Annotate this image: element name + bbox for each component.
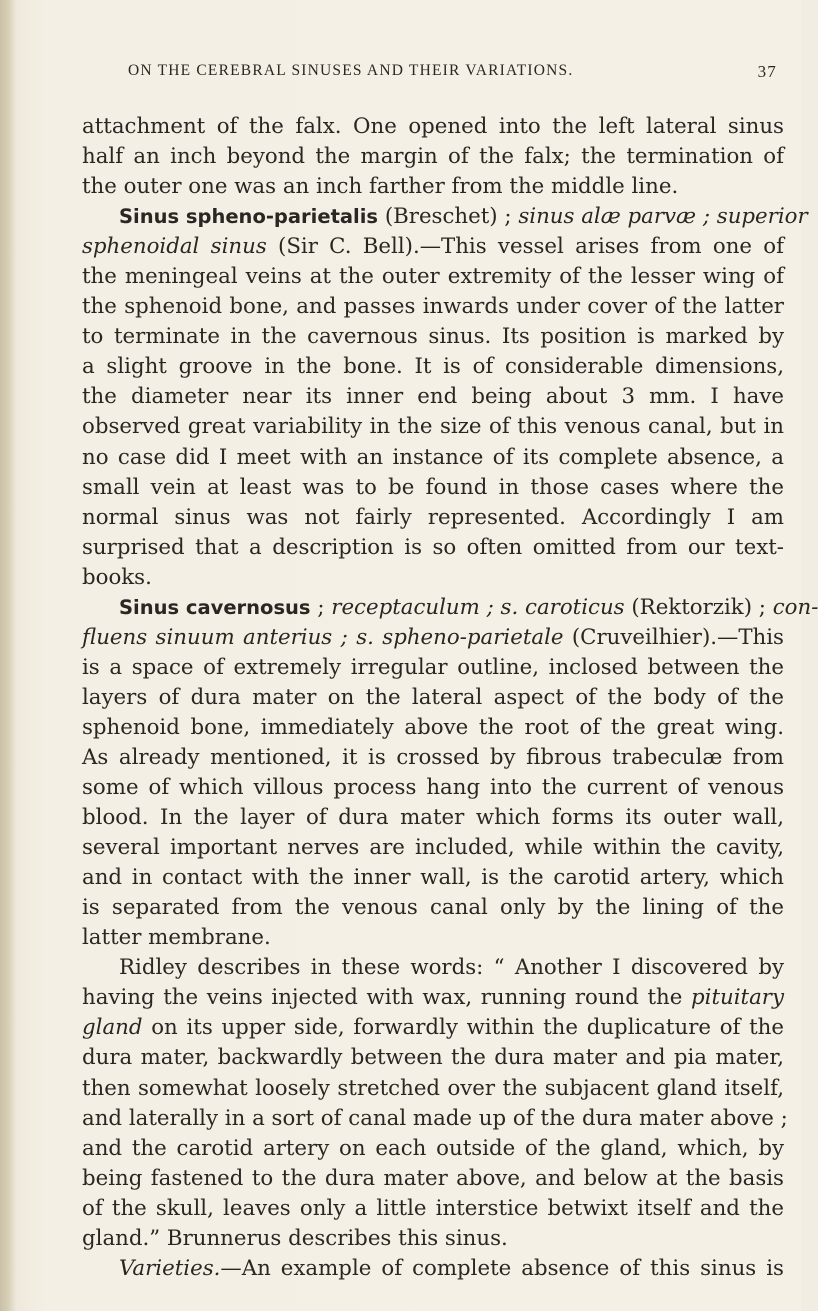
text-span: —An example of complete absence of this sinus is: [220, 1255, 784, 1281]
text-span: the sphenoid bone, and passes inwards under cover of the latter: [82, 294, 784, 320]
text-line: [82, 292, 784, 322]
text-span: blood. In the layer of dura mater which forms its outer wall,: [82, 805, 784, 831]
text-line: [82, 1013, 784, 1043]
italic-text: gland: [82, 1015, 143, 1041]
text-line: [82, 713, 784, 743]
text-span: normal sinus was not fairly represented. Accordingly I am: [82, 504, 784, 530]
page-number: 37: [757, 62, 777, 81]
running-head: [128, 62, 798, 88]
text-span: is a space of extremely irregular outline, inclosed between the: [82, 654, 784, 680]
text-line: [82, 1194, 784, 1224]
text-line: [82, 1134, 784, 1164]
text-line: [82, 1074, 784, 1104]
text-span: to terminate in the cavernous sinus. Its position is marked by: [82, 324, 784, 350]
text-line: [82, 623, 784, 653]
page-gutter-shadow: [0, 0, 16, 1311]
text-span: the outer one was an inch farther from the middle line.: [82, 174, 679, 200]
text-line: [82, 1104, 788, 1134]
text-span: (Breschet) ;: [378, 204, 519, 230]
text-line: [82, 1224, 784, 1254]
text-line: [82, 443, 784, 473]
text-span: As already mentioned, it is crossed by fibrous trabeculæ from: [82, 744, 784, 770]
text-line: [82, 983, 784, 1013]
sinus-heading: Sinus cavernosus: [119, 595, 311, 619]
text-span: half an inch beyond the margin of the falx; the termination of: [82, 144, 784, 170]
text-span: observed great variability in the size of this venous canal, but in: [82, 414, 784, 440]
italic-text: Varieties.: [119, 1255, 221, 1281]
text-span: is separated from the venous canal only by the lining of the: [82, 895, 784, 921]
text-line: [82, 473, 784, 503]
italic-text: sphenoidal sinus: [82, 234, 267, 260]
text-span: small vein at least was to be found in those cases where the: [82, 474, 784, 500]
running-head-title: ON THE CEREBRAL SINUSES AND THEIR VARIATIONS.: [128, 62, 574, 79]
text-span: sphenoid bone, immediately above the root of the great wing.: [82, 714, 784, 740]
text-span: (Cruveilhier).—This: [563, 624, 784, 650]
text-span: of the skull, leaves only a little interstice betwixt itself and the: [82, 1195, 784, 1221]
italic-text: sinus alæ parvæ ; superior: [518, 204, 808, 230]
text-line: [82, 683, 784, 713]
text-span: attachment of the falx. One opened into the left lateral sinus: [82, 114, 784, 139]
text-line: [82, 533, 784, 563]
text-span: books.: [82, 564, 152, 590]
text-line: [82, 1254, 784, 1284]
text-line: [82, 232, 784, 262]
sinus-heading: Sinus spheno-parietalis: [119, 205, 379, 229]
text-line: [82, 202, 808, 232]
italic-text: fluens sinuum anterius ; s. spheno-parietale: [82, 624, 564, 650]
text-line: [82, 773, 784, 803]
text-span: surprised that a description is so often omitted from our text-: [82, 534, 784, 560]
text-line: [82, 412, 784, 442]
text-span: some of which villous process hang into the current of venous: [82, 775, 784, 801]
text-span: being fastened to the dura mater above, and below at the basis: [82, 1165, 784, 1191]
text-line: [82, 112, 784, 142]
text-line: [82, 352, 784, 382]
text-span: (Rektorzik) ;: [624, 594, 773, 620]
text-line: [82, 382, 784, 412]
text-span: latter membrane.: [82, 925, 271, 951]
text-span: and laterally in a sort of canal made up of the dura mater above ;: [82, 1105, 788, 1131]
italic-text: receptaculum ; s. caroticus: [331, 594, 625, 620]
text-line: [82, 322, 784, 352]
text-span: having the veins injected with wax, running round the: [82, 985, 691, 1011]
text-span: on its upper side, forwardly within the duplicature of the: [142, 1015, 784, 1041]
text-line: [82, 172, 784, 202]
text-span: dura mater, backwardly between the dura mater and pia mater,: [82, 1045, 784, 1071]
text-span: (Sir C. Bell).—This vessel arises from one of: [266, 234, 784, 260]
text-span: the meningeal veins at the outer extremity of the lesser wing of: [82, 264, 784, 290]
text-line: [82, 893, 784, 923]
text-line: [82, 923, 784, 953]
text-span: no case did I meet with an instance of its complete absence, a: [82, 444, 784, 470]
text-span: Ridley describes in these words: “ Another I discovered by: [119, 955, 784, 981]
text-line: [82, 833, 784, 863]
text-line: [82, 1164, 784, 1194]
text-line: [82, 142, 784, 172]
text-line: [82, 953, 784, 983]
text-line: [82, 803, 784, 833]
text-span: gland.” Brunnerus describes this sinus.: [82, 1225, 508, 1251]
text-line: [82, 653, 784, 683]
text-span: several important nerves are included, while within the cavity,: [82, 835, 784, 861]
text-span: and the carotid artery on each outside of the gland, which, by: [82, 1135, 784, 1161]
text-line: [82, 593, 818, 623]
italic-text: con-: [772, 594, 818, 620]
text-span: ;: [310, 594, 332, 620]
text-line: [82, 563, 784, 593]
text-span: the diameter near its inner end being about 3 mm. I have: [82, 384, 784, 410]
text-line: [82, 1043, 784, 1073]
text-line: [82, 743, 784, 773]
text-span: a slight groove in the bone. It is of considerable dimensions,: [82, 354, 784, 380]
italic-text: pituitary: [691, 985, 784, 1011]
body-text: [82, 112, 818, 1284]
text-span: layers of dura mater on the lateral aspect of the body of the: [82, 684, 784, 710]
text-line: [82, 863, 784, 893]
text-span: then somewhat loosely stretched over the subjacent gland itself,: [82, 1075, 784, 1101]
text-line: [82, 262, 784, 292]
text-line: [82, 503, 784, 533]
text-span: and in contact with the inner wall, is the carotid artery, which: [82, 865, 784, 891]
